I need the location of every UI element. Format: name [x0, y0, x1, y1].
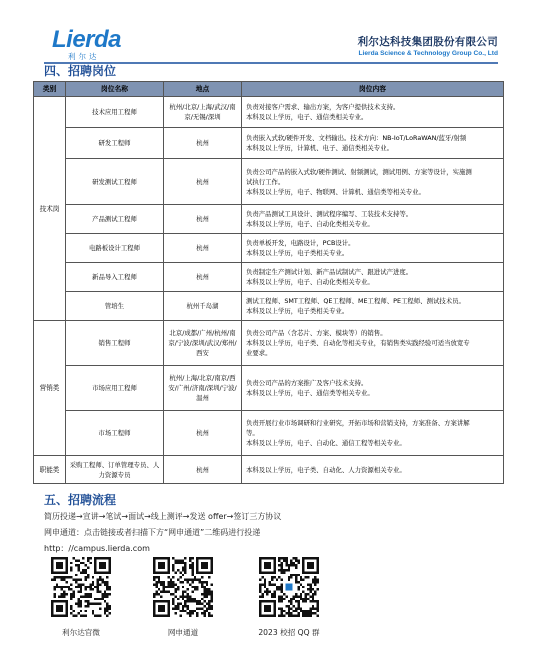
duty-line: 本科及以上学历，电子、自动化类相关专业。 [246, 220, 374, 228]
column-header-location: 地点 [164, 82, 242, 97]
position-name: 研发测试工程师 [66, 159, 164, 205]
position-name: 采购工程师、订单管理专员、人力资源专员 [66, 456, 164, 484]
company-name-block [358, 36, 498, 58]
duty-line: 业要求。 [246, 349, 272, 357]
table-row [34, 263, 504, 292]
qr-code-qq-group [259, 557, 319, 617]
position-location: 杭州/上海/北京/南京/西安/广州/济南/深圳/宁波/温州 [164, 366, 242, 411]
process-steps: 简历投递→宣讲→笔试→面试→线上测评→发送 offer→签订三方协议 [44, 512, 282, 521]
table-header-row [34, 82, 504, 97]
position-duty [242, 159, 504, 205]
duty-line: 本科及以上学历，计算机、电子、通信类相关专业。 [246, 144, 393, 152]
duty-line: 负责嵌入式软/硬件开发、文档输出。技术方向：NB-IoT/LoRaWAN/蓝牙/射频 [246, 134, 467, 142]
duty-line: 本科及以上学历，电子类、自动化、人力资源相关专业。 [246, 465, 406, 474]
category-tech: 技术岗 [34, 97, 66, 321]
position-location: 北京/成都/广州/杭州/南京/宁波/深圳/武汉/郑州/西安 [164, 321, 242, 366]
position-location: 杭州 [164, 263, 242, 292]
company-name-cn: 利尔达科技集团股份有限公司 [357, 36, 498, 48]
qr-code-icon [51, 557, 111, 617]
duty-line: 本科及以上学历，电子类相关专业。 [246, 307, 349, 315]
duty-line: 测试工程师、SMT工程师、QE工程师、ME工程师、PE工程师、测试技术员。 [246, 297, 465, 305]
qr-code-icon [259, 557, 319, 617]
position-name: 技术应用工程师 [66, 97, 164, 128]
qr-code-application [153, 557, 213, 617]
qr-caption: 利尔达官微 [62, 628, 100, 637]
position-location: 杭州 [164, 205, 242, 234]
position-location: 杭州 [164, 456, 242, 484]
duty-line: 负责对接客户需求、输出方案，为客户提供技术支持。 [246, 103, 400, 111]
logo-subtext: 利尔达 [68, 52, 100, 61]
position-name: 产品测试工程师 [66, 205, 164, 234]
duty-line: 负责公司产品的方案推广及客户技术支持。 [246, 379, 368, 387]
qr-code-icon [153, 557, 213, 617]
position-name: 市场工程师 [66, 411, 164, 456]
campus-url[interactable]: http：//campus.lierda.com [44, 544, 150, 553]
duty-line: 试执行工作。 [246, 177, 285, 186]
column-header-duty: 岗位内容 [242, 82, 504, 97]
table-row [34, 205, 504, 234]
duty-line: 本科及以上学历，电子、通信类相关专业。 [246, 113, 368, 121]
position-location: 杭州千岛湖 [164, 292, 242, 321]
duty-line: 负责单板开发，电路设计，PCB设计。 [246, 239, 355, 247]
position-duty [242, 205, 504, 234]
category-functional: 职能类 [34, 456, 66, 484]
table-row [34, 321, 504, 366]
position-name: 电路板设计工程师 [66, 234, 164, 263]
position-location: 杭州 [164, 159, 242, 205]
duty-line: 负责产品测试工具设计、测试程序编写、工装技术支持等。 [246, 210, 413, 218]
duty-line: 负责公司产品的嵌入式软/硬件测试、射频测试，测试用例、方案等设计，实施测 [246, 167, 472, 176]
table-row [34, 97, 504, 128]
duty-line: 负责开展行业市场调研和行业研究，开拓市场和营销支持，方案准备、方案讲解 [246, 419, 470, 427]
position-duty [242, 128, 504, 159]
position-location: 杭州 [164, 128, 242, 159]
position-duty [242, 366, 504, 411]
position-name: 管培生 [66, 292, 164, 321]
duty-line: 本科及以上学历，电子类、自动化等相关专业，有销售类实践经验可适当放宽专 [246, 339, 470, 347]
section-title-positions: 四、招聘岗位 [44, 64, 117, 78]
logo-text: Lierda [52, 26, 122, 53]
position-duty [242, 321, 504, 366]
position-location: 杭州 [164, 411, 242, 456]
duty-line: 本科及以上学历，电子、物联网、计算机、通信类等相关专业。 [246, 187, 425, 196]
column-header-category: 类别 [34, 82, 66, 97]
position-name: 市场应用工程师 [66, 366, 164, 411]
company-name-en: Lierda Science & Technology Group Co., Ltd [358, 50, 498, 57]
table-row [34, 159, 504, 205]
position-duty [242, 263, 504, 292]
position-duty [242, 411, 504, 456]
table-row [34, 128, 504, 159]
position-name: 研发工程师 [66, 128, 164, 159]
category-marketing: 营销类 [34, 321, 66, 456]
table-row [34, 292, 504, 321]
duty-line: 负责制定生产测试计划、新产品试制试产、跟进试产进度。 [246, 268, 413, 276]
position-name: 新品导入工程师 [66, 263, 164, 292]
duty-line: 本科及以上学历，电子类相关专业。 [246, 249, 349, 257]
duty-line: 等。 [246, 429, 259, 437]
duty-line: 本科及以上学历，电子、自动化、通信工程等相关专业。 [246, 439, 406, 447]
qr-caption: 网申通道 [167, 628, 199, 637]
positions-table [33, 81, 504, 484]
position-duty [242, 97, 504, 128]
column-header-position: 岗位名称 [66, 82, 164, 97]
duty-line: 本科及以上学历，电子、通信类等相关专业。 [246, 389, 374, 397]
table-row [34, 366, 504, 411]
qr-code-official-wechat [51, 557, 111, 617]
position-location: 杭州 [164, 234, 242, 263]
table-row [34, 234, 504, 263]
table-row [34, 411, 504, 456]
position-duty [242, 234, 504, 263]
table-row [34, 456, 504, 484]
position-name: 销售工程师 [66, 321, 164, 366]
position-duty [242, 292, 504, 321]
qr-caption: 2023 校招 QQ 群 [258, 628, 320, 637]
application-channel: 网申通道：点击链接或者扫描下方“网申通道”二维码进行投递 [44, 528, 261, 537]
position-duty [242, 456, 504, 484]
duty-line: 本科及以上学历，电子、自动化类相关专业。 [246, 278, 374, 286]
section-title-process: 五、招聘流程 [44, 493, 117, 507]
duty-line: 负责公司产品（含芯片、方案、模块等）的销售。 [246, 329, 387, 337]
position-location: 杭州/北京/上海/武汉/南京/无锡/深圳 [164, 97, 242, 128]
